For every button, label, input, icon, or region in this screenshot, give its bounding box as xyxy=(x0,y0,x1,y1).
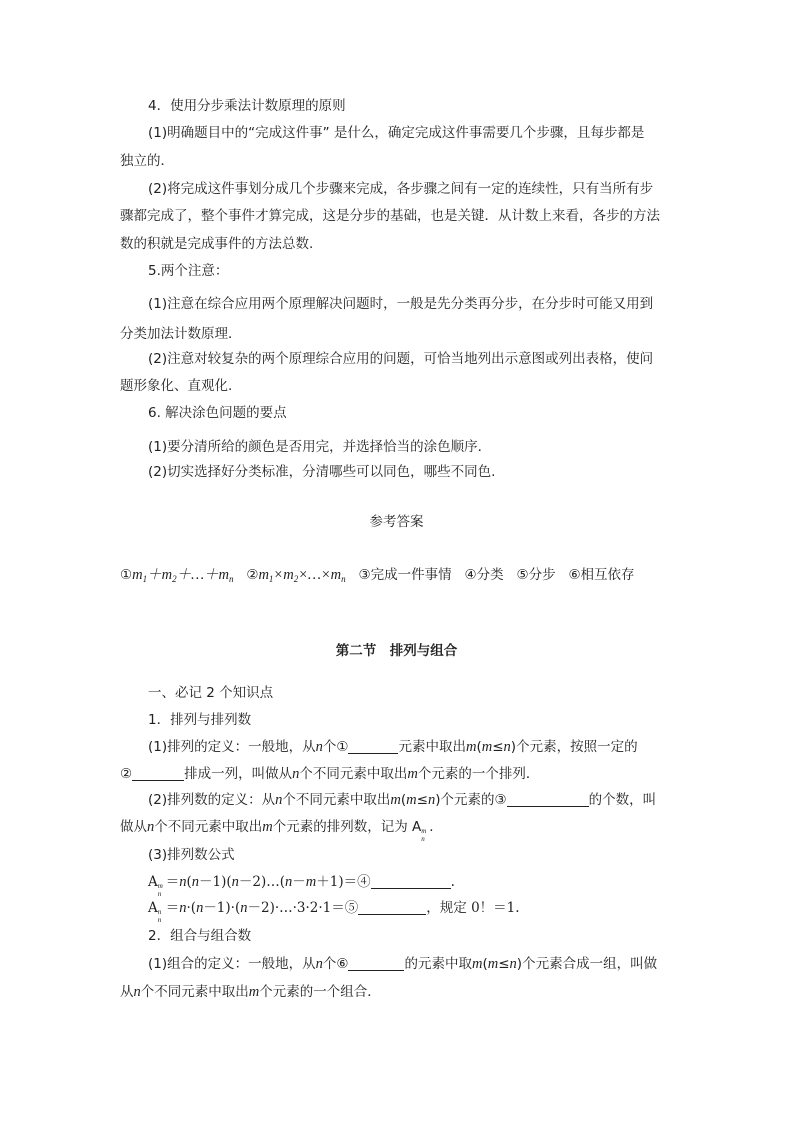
combination-heading: 2．组合与组合数 xyxy=(148,928,252,944)
text: ，规定 0！＝1. xyxy=(426,900,520,916)
part-1-heading: 一、必记 2 个知识点 xyxy=(148,685,274,701)
permutation-number-line-2: 做从n个不同元素中取出m个元素的排列数，记为 A m n . xyxy=(120,819,434,843)
text: 从 xyxy=(120,984,134,1000)
s4-paragraph-2-line-3: 数的积就是完成事件的方法总数. xyxy=(120,236,314,252)
s6-paragraph-1: (1)要分清所给的颜色是否用完，并选择恰当的涂色顺序． xyxy=(148,439,492,455)
text: 个⑥ xyxy=(322,956,349,972)
s4-paragraph-2-line-2: 骤都完成了，整个事件才算完成，这是分步的基础，也是关键．从计数上来看，各步的方法 xyxy=(120,208,660,224)
s5-paragraph-1-line-2: 分类加法计数原理． xyxy=(120,326,242,342)
answer-1-number: ① xyxy=(120,567,133,583)
text: ② xyxy=(120,766,133,782)
var-m-cond: m xyxy=(471,956,483,972)
text: 个① xyxy=(322,739,349,755)
text: 个不同元素中取出 xyxy=(140,984,249,1000)
answer-2-number: ② xyxy=(246,567,259,583)
text: 做从 xyxy=(120,819,147,835)
formula-line-1: A m n ＝n(n－1)(n－2)…(n－m＋1)＝④ . xyxy=(148,874,455,898)
answer-1-formula: $m_1+m_2+\dots+m_n$ xyxy=(132,567,234,584)
text: 个元素合成一组，叫做 xyxy=(522,956,658,972)
permutation-definition-line-2 xyxy=(120,765,539,783)
permutation-definition-line-1: (1)排列的定义：一般地，从n个① 元素中取出m(m≤n)个元素，按照一定的 xyxy=(148,739,638,755)
text: 个元素的一个组合． xyxy=(259,984,381,1000)
text: 个不同元素中取出 xyxy=(282,792,391,808)
blank-4 xyxy=(371,874,451,889)
text: 个不同元素中取出 xyxy=(299,766,408,782)
formula-line-2: A n n ＝n·(n－1)·(n－2)·…·3·2·1＝⑤ ，规定 0！＝1. xyxy=(148,900,520,924)
text: 个不同元素中取出 xyxy=(154,819,263,835)
var-m-cond: m xyxy=(465,739,477,755)
answers-line xyxy=(120,566,635,588)
blank-3 xyxy=(507,792,589,807)
var-n: n xyxy=(315,956,323,972)
answer-6: ⑥相互依存 xyxy=(568,567,635,583)
combination-definition-line-1: (1)组合的定义：一般地，从n个⑥ 的元素中取m(m≤n)个元素合成一组，叫做 xyxy=(148,956,658,972)
var-m: m xyxy=(248,984,260,1000)
formula-heading: (3)排列数公式 xyxy=(148,847,235,863)
var-n: n xyxy=(133,984,141,1000)
s6-paragraph-2: (2)切实选择好分类标准，分清哪些可以同色，哪些不同色. xyxy=(148,464,496,480)
blank-2 xyxy=(132,766,184,781)
blank-1 xyxy=(348,739,398,754)
s5-paragraph-2-line-1: (2)注意对较复杂的两个原理综合应用的问题，可恰当地列出示意图或列出表格，使问 xyxy=(148,351,654,367)
blank-6 xyxy=(348,956,404,971)
var-n: n xyxy=(315,739,323,755)
var-n: n xyxy=(292,766,300,782)
s5-paragraph-1-line-1: (1)注意在综合应用两个原理解决问题时，一般是先分类再分步，在分步时可能又用到 xyxy=(148,296,654,312)
text: 元素中取出 xyxy=(398,739,466,755)
answer-5: ⑤分步 xyxy=(516,567,556,583)
text: 排成一列，叫做从 xyxy=(184,766,293,782)
s4-paragraph-1-line-2: 独立的． xyxy=(120,153,174,169)
s4-paragraph-2-line-1: (2)将完成这件事划分成几个步骤来完成，各步骤之间有一定的连续性，只有当所有步 xyxy=(148,181,654,197)
text: ＝④ xyxy=(343,874,371,890)
s5-paragraph-2-line-2: 题形象化、直观化. xyxy=(120,378,233,394)
var-n: n xyxy=(147,819,155,835)
section-5-heading: 5.两个注意： xyxy=(148,263,229,279)
answer-2-formula: $m_1\times m_2\times\dots\times m_n$ xyxy=(258,567,346,584)
blank-5 xyxy=(358,900,426,915)
answer-3: ③完成一件事情 xyxy=(358,567,452,583)
text: 的元素中取 xyxy=(404,956,472,972)
var-n: n xyxy=(275,792,283,808)
text: (1)组合的定义：一般地，从 xyxy=(148,956,316,972)
text: 个元素，按照一定的 xyxy=(516,739,638,755)
text: (1)排列的定义：一般地，从 xyxy=(148,739,316,755)
text: 个元素的③ xyxy=(440,792,507,808)
text: 个元素的一个排列． xyxy=(417,766,540,782)
answer-4: ④分类 xyxy=(464,567,504,583)
answers-title: 参考答案 xyxy=(369,514,424,530)
text: (2)排列数的定义：从 xyxy=(148,792,276,808)
permutation-number-line-1: (2)排列数的定义：从n个不同元素中取出m(m≤n)个元素的③ 的个数，叫 xyxy=(148,792,657,808)
var-m: m xyxy=(407,766,418,782)
section-4-heading: 4．使用分步乘法计数原理的原则 xyxy=(148,98,346,114)
combination-definition-line-2 xyxy=(120,983,381,1001)
var-m: m xyxy=(262,819,273,835)
var-m-cond: m xyxy=(390,792,401,808)
text: 个元素的排列数，记为 A xyxy=(272,819,422,835)
text: 的个数，叫 xyxy=(588,792,657,808)
section-6-heading: 6. 解决涂色问题的要点 xyxy=(148,405,287,421)
text: . xyxy=(429,819,434,835)
s4-paragraph-1-line-1: (1)明确题目中的“完成这件事” 是什么，确定完成这件事需要几个步骤，且每步都是 xyxy=(148,125,645,141)
text: ＝⑤ xyxy=(331,900,359,916)
permutation-heading: 1．排列与排列数 xyxy=(148,712,252,728)
section-2-title: 第二节 排列与组合 xyxy=(335,643,458,659)
